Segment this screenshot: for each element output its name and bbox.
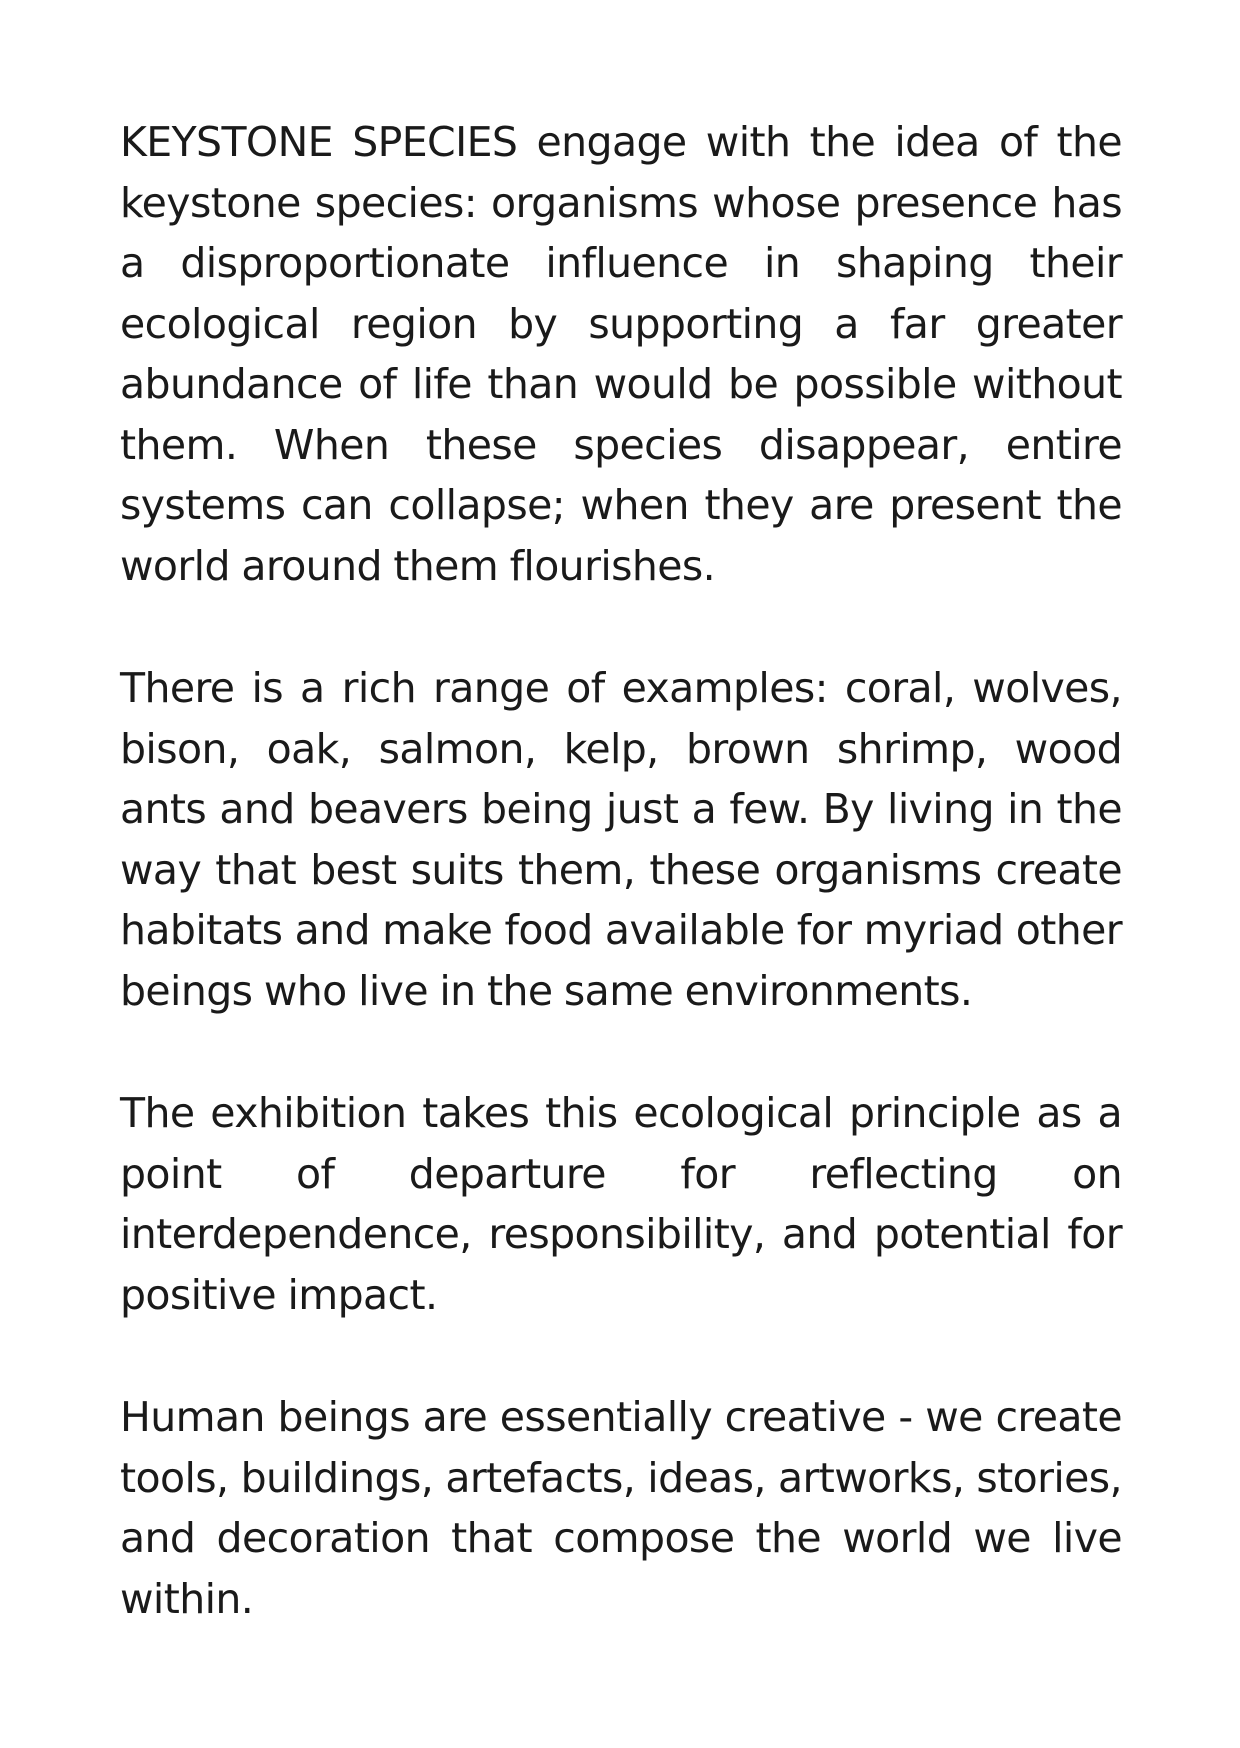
paragraph-keystone-intro: KEYSTONE SPECIES engage with the idea of the keystone species: organisms whose presence has a disproportionate influence in shaping their ecological region by supporting a far greater abundance of life than would be possible without them. When these species disappear, entire systems can collapse; when they are present the world around them flourishes.: [120, 118, 1122, 590]
paragraph-exhibition: The exhibition takes this ecological principle as a point of departure for reflecting on interdependence, responsibility, and potential for positive impact.: [120, 1089, 1122, 1319]
paragraph-examples: There is a rich range of examples: coral, wolves, bison, oak, salmon, kelp, brown shrimp, wood ants and beavers being just a few. By living in the way that best suits them, these organisms create habitats and make food available for myriad other beings who live in the same environments.: [120, 664, 1122, 1015]
paragraph-human-creativity: Human beings are essentially creative - we create tools, buildings, artefacts, ideas, artworks, stories, and decoration that compose the world we live within.: [120, 1393, 1122, 1623]
body-text: [120, 112, 1122, 1629]
